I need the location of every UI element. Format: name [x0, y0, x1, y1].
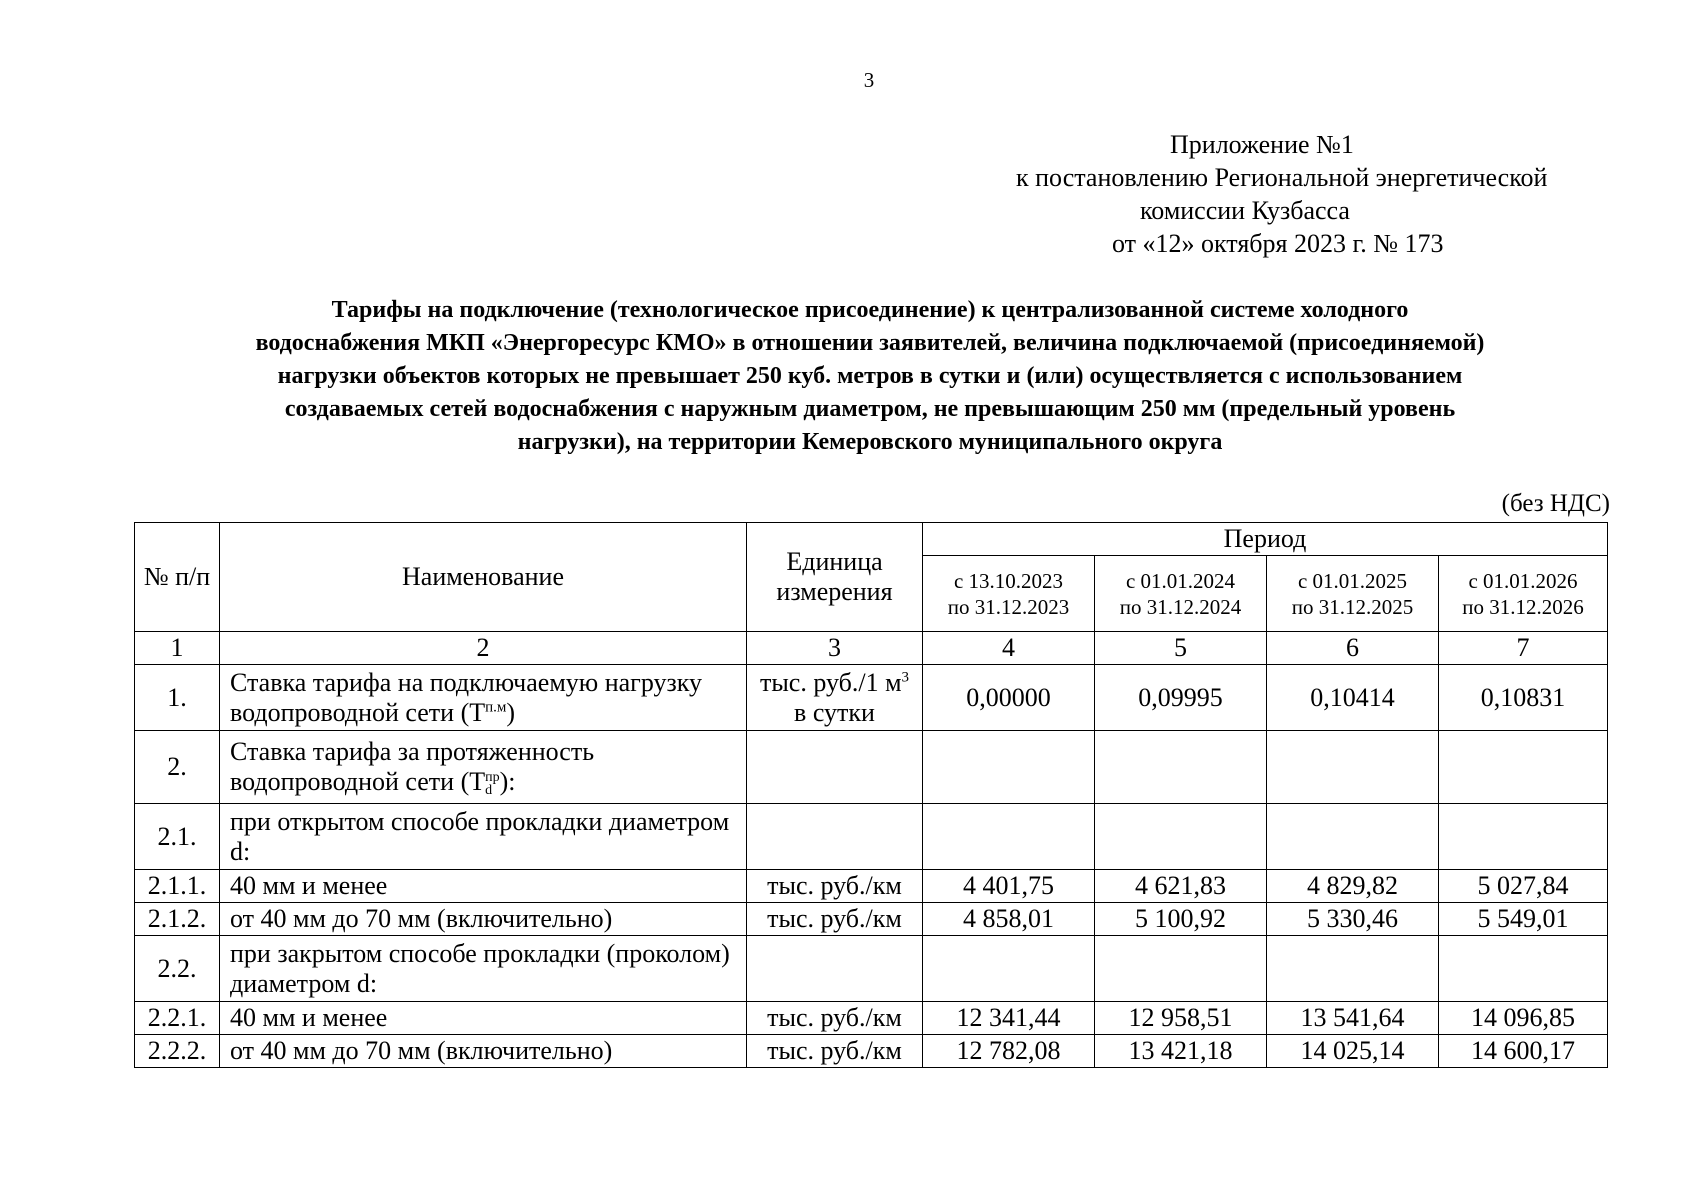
- period-from: с 01.01.2025: [1297, 568, 1408, 593]
- appendix-line: Приложение №1: [1170, 130, 1354, 159]
- row-name: 40 мм и менее: [220, 1002, 747, 1035]
- period-from: с 13.10.2023: [953, 568, 1064, 593]
- row-unit: тыс. руб./км: [747, 1002, 923, 1035]
- unit-superscript: 3: [901, 668, 910, 685]
- row-value: 14 600,17: [1439, 1035, 1608, 1068]
- period-to: по 31.12.2026: [1462, 594, 1584, 619]
- title-line: водоснабжения МКП «Энергоресурс КМО» в отношении заявителей, величина подключаемой (присоединяемой): [255, 330, 1485, 356]
- header-num: № п/п: [135, 523, 220, 632]
- unit-text-tail: в сутки: [794, 697, 875, 727]
- appendix-block: [1000, 128, 1620, 260]
- appendix-line: комиссии Кузбасса: [1140, 196, 1350, 225]
- row-unit: [747, 731, 923, 804]
- row-name: [220, 665, 747, 731]
- row-value: 13 541,64: [1267, 1002, 1439, 1035]
- row-num: 2.: [135, 731, 220, 804]
- title-line: нагрузки), на территории Кемеровского муниципального округа: [517, 429, 1223, 455]
- row-name: при открытом способе прокладки диаметром d:: [220, 804, 747, 870]
- column-number: 6: [1267, 632, 1439, 665]
- row-value: 4 829,82: [1267, 870, 1439, 903]
- row-unit: [747, 665, 923, 731]
- title-line: Тарифы на подключение (технологическое присоединение) к централизованной системе холодного: [331, 297, 1409, 323]
- period-to: по 31.12.2024: [1119, 594, 1242, 619]
- row-value: [923, 804, 1095, 870]
- title-line: создаваемых сетей водоснабжения с наружным диаметром, не превышающим 250 мм (предельный уровень: [284, 396, 1456, 422]
- row-value: [1439, 731, 1608, 804]
- row-value: 5 027,84: [1439, 870, 1608, 903]
- row-unit: тыс. руб./км: [747, 870, 923, 903]
- row-name: от 40 мм до 70 мм (включительно): [220, 1035, 747, 1068]
- row-unit: [747, 936, 923, 1002]
- row-value: [1267, 804, 1439, 870]
- row-value: [923, 936, 1095, 1002]
- appendix-line: к постановлению Региональной энергетической: [1016, 163, 1548, 192]
- column-number: 3: [747, 632, 923, 665]
- table-row: [135, 1035, 1608, 1068]
- row-value: 0,10414: [1267, 665, 1439, 731]
- tariff-table: [134, 522, 1608, 1068]
- row-name: от 40 мм до 70 мм (включительно): [220, 903, 747, 936]
- column-number: 7: [1439, 632, 1608, 665]
- table-row: [135, 665, 1608, 731]
- row-value: 13 421,18: [1095, 1035, 1267, 1068]
- row-value: [923, 731, 1095, 804]
- page-number: 3: [863, 68, 875, 92]
- row-value: 0,10831: [1439, 665, 1608, 731]
- row-value: [1095, 804, 1267, 870]
- header-period: Период: [923, 523, 1608, 556]
- row-name-text: Ставка тарифа за протяженность водопроводной сети (Т: [230, 736, 595, 796]
- row-name-text: Ставка тарифа на подключаемую нагрузку водопроводной сети (Т: [230, 667, 703, 727]
- row-num: 2.2.: [135, 936, 220, 1002]
- row-value: 0,09995: [1095, 665, 1267, 731]
- name-superscript: п.м: [485, 698, 507, 715]
- row-value: 5 549,01: [1439, 903, 1608, 936]
- row-unit: [747, 804, 923, 870]
- row-value: 4 621,83: [1095, 870, 1267, 903]
- unit-text: тыс. руб./1 м: [759, 667, 902, 697]
- column-number: 2: [220, 632, 747, 665]
- period-header: [1095, 556, 1267, 632]
- header-unit: Единица измерения: [747, 523, 923, 632]
- row-value: 12 958,51: [1095, 1002, 1267, 1035]
- row-value: 4 401,75: [923, 870, 1095, 903]
- row-num: 1.: [135, 665, 220, 731]
- row-num: 2.2.1.: [135, 1002, 220, 1035]
- column-number: 1: [135, 632, 220, 665]
- row-num: 2.1.1.: [135, 870, 220, 903]
- row-value: [1267, 936, 1439, 1002]
- row-value: [1267, 731, 1439, 804]
- row-num: 2.2.2.: [135, 1035, 220, 1068]
- row-value: 12 341,44: [923, 1002, 1095, 1035]
- row-unit: тыс. руб./км: [747, 903, 923, 936]
- vat-note: (без НДС): [1501, 490, 1610, 517]
- table-row: [135, 936, 1608, 1002]
- column-number: 4: [923, 632, 1095, 665]
- row-name: [220, 731, 747, 804]
- period-to: по 31.12.2025: [1291, 594, 1414, 619]
- row-value: 4 858,01: [923, 903, 1095, 936]
- period-from: с 01.01.2026: [1468, 568, 1578, 593]
- row-value: 12 782,08: [923, 1035, 1095, 1068]
- name-superscript: пр: [485, 770, 500, 786]
- period-from: с 01.01.2024: [1125, 568, 1236, 593]
- header-name: Наименование: [220, 523, 747, 632]
- row-value: [1095, 936, 1267, 1002]
- table-row: [135, 1002, 1608, 1035]
- row-num: 2.1.: [135, 804, 220, 870]
- row-value: [1439, 804, 1608, 870]
- table-row: [135, 870, 1608, 903]
- document-title: [120, 294, 1620, 459]
- row-value: 14 025,14: [1267, 1035, 1439, 1068]
- table-row: [135, 731, 1608, 804]
- column-number: 5: [1095, 632, 1267, 665]
- period-to: по 31.12.2023: [947, 594, 1070, 619]
- row-value: 5 330,46: [1267, 903, 1439, 936]
- period-header: [1439, 556, 1608, 632]
- row-value: [1439, 936, 1608, 1002]
- title-line: нагрузки объектов которых не превышает 250 куб. метров в сутки и (или) осуществляется с использованием: [277, 363, 1463, 389]
- table-row: [135, 903, 1608, 936]
- row-value: 0,00000: [923, 665, 1095, 731]
- row-unit: тыс. руб./км: [747, 1035, 923, 1068]
- row-value: [1095, 731, 1267, 804]
- period-header: [1267, 556, 1439, 632]
- row-name-tail: ):: [499, 766, 516, 796]
- row-num: 2.1.2.: [135, 903, 220, 936]
- column-number-row: [135, 632, 1608, 665]
- period-header: [923, 556, 1095, 632]
- row-value: 5 100,92: [1095, 903, 1267, 936]
- appendix-line: от «12» октября 2023 г. № 173: [1112, 229, 1444, 258]
- name-sup-sub: [485, 771, 500, 797]
- row-name: 40 мм и менее: [220, 870, 747, 903]
- name-subscript: d: [485, 783, 493, 799]
- table-row: [135, 804, 1608, 870]
- row-name: при закрытом способе прокладки (проколом) диаметром d:: [220, 936, 747, 1002]
- row-name-tail: ): [506, 697, 516, 727]
- row-value: 14 096,85: [1439, 1002, 1608, 1035]
